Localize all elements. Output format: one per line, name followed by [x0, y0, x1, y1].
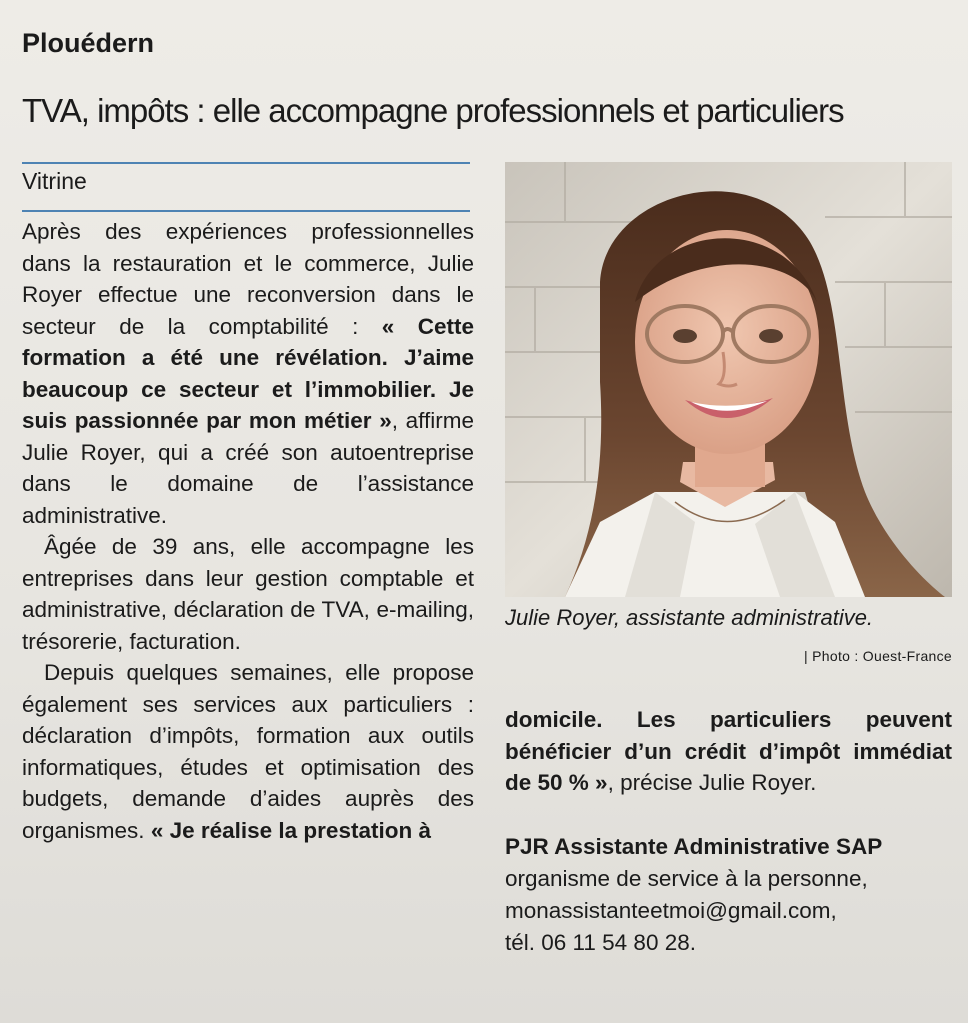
business-name: PJR Assistante Administrative SAP [505, 834, 883, 859]
photo-credit: | Photo : Ouest-France [804, 648, 952, 664]
section-rule-top [22, 162, 470, 164]
paragraph-1-end: , affirme Julie Royer, qui a créé son autoentreprise dans le domaine de l’assistance administrative. [22, 408, 474, 528]
contact-phone: tél. 06 11 54 80 28. [505, 930, 696, 955]
contact-block [505, 831, 952, 959]
paragraph-1 [22, 216, 474, 531]
business-type: organisme de service à la personne, [505, 866, 868, 891]
paragraph-1-intro: Après des expériences professionnelles dans la restauration et le commerce, Julie Royer effectue une reconversion dans le secteur de la comptabilité : [22, 219, 474, 339]
contact-email: monassistanteetmoi@gmail.com, [505, 898, 837, 923]
headline: TVA, impôts : elle accompagne professionnels et particuliers [22, 92, 844, 129]
paragraph-1-quote: « Cette formation a été une révélation. J’aime beaucoup ce secteur et l’immobilier. Je suis passionnée par mon métier » [22, 313, 475, 433]
paragraph-3 [22, 657, 474, 846]
paragraph-3-text: Depuis quelques semaines, elle propose également ses services aux particuliers : déclaration d’impôts, formation aux outils informatiques, études et optimisation des budgets, demande d’aides auprès des organismes. [22, 660, 474, 843]
article-column-right [505, 704, 952, 799]
article-column-left [22, 216, 474, 846]
photo-caption: Julie Royer, assistante administrative. [505, 605, 874, 630]
portrait-illustration [505, 162, 952, 597]
paragraph-4-quote: domicile. Les particuliers peuvent bénéficier d’un crédit d’impôt immédiat de 50 % » [505, 707, 952, 795]
portrait-photo [505, 162, 952, 597]
section-rule-bottom [22, 210, 470, 212]
paragraph-4 [505, 704, 952, 799]
paragraph-4-end: , précise Julie Royer. [607, 770, 817, 795]
section-label: Vitrine [22, 168, 87, 194]
paragraph-3-quote: « Je réalise la prestation à [150, 817, 431, 843]
paragraph-2: Âgée de 39 ans, elle accompagne les entreprises dans leur gestion comptable et administrative, déclaration de TVA, e-mailing, trésorerie, facturation. [22, 534, 474, 654]
location-label: Plouédern [22, 28, 155, 58]
